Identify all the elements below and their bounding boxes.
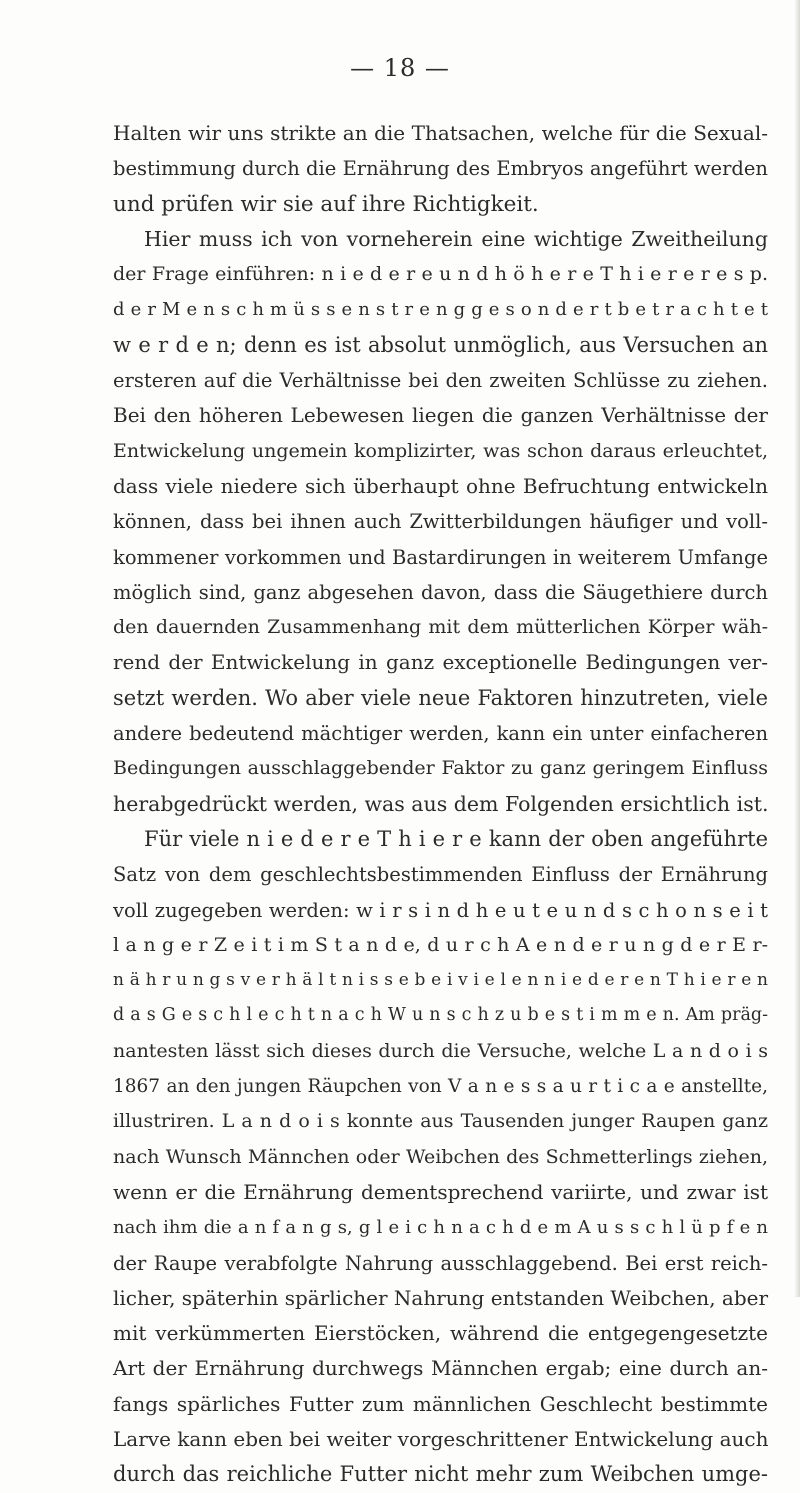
text-line: w e r d e n; denn es ist absolut unmöglich, aus Versuchen an	[113, 332, 768, 357]
text-line: Hier muss ich von vorneherein eine wichtige Zweitheilung	[144, 226, 768, 251]
text-line: ersteren auf die Verhältnisse bei den zweiten Schlüsse zu ziehen.	[113, 369, 768, 393]
text-line: und prüfen wir sie auf ihre Richtigkeit.	[113, 191, 539, 217]
text-line: mit verkümmerten Eierstöcken, während die entgegengesetzte	[113, 1321, 768, 1346]
text-line: n ä h r u n g s v e r h ä l t n i s s e b e i v i e l e n n i e d e r e n T h i e r e n	[113, 970, 768, 991]
text-line: den dauernden Zusammenhang mit dem mütterlichen Körper wäh-	[113, 616, 768, 639]
text-line: der Frage einführen: n i e d e r e u n d h ö h e r e T h i e r e r e s p.	[113, 263, 768, 286]
text-line: setzt werden. Wo aber viele neue Faktoren hinzutreten, viele	[113, 685, 768, 710]
text-line: können, dass bei ihnen auch Zwitterbildungen häufiger und voll-	[113, 510, 768, 534]
text-line: illustriren. L a n d o i s konnte aus Tausenden junger Raupen ganz	[113, 1110, 768, 1133]
text-line: der Raupe verabfolgte Nahrung ausschlaggebend. Bei erst reich-	[113, 1251, 768, 1275]
text-line: l a n g e r Z e i t i m S t a n d e, d u r c h A e n d e r u n g d e r E r-	[113, 933, 768, 956]
text-line: Art der Ernährung durchwegs Männchen ergab; eine durch an-	[113, 1356, 768, 1381]
text-line: wenn er die Ernährung dementsprechend variirte, und zwar ist	[113, 1179, 768, 1204]
text-line: Bedingungen ausschlaggebender Faktor zu ganz geringem Einfluss	[113, 757, 768, 780]
text-line: nach Wunsch Männchen oder Weibchen des Schmetterlings ziehen,	[113, 1145, 768, 1168]
text-line: fangs spärliches Futter zum männlichen Geschlecht bestimmte	[113, 1391, 768, 1416]
text-line: 1867 an den jungen Räupchen von V a n e s s a u r t i c a e anstellte,	[113, 1076, 768, 1098]
text-line: nantesten lässt sich dieses durch die Versuche, welche L a n d o i s	[113, 1039, 768, 1062]
text-line: durch das reichliche Futter nicht mehr zum Weibchen umge-	[113, 1462, 768, 1487]
text-line: Für viele n i e d e r e T h i e r e kann der oben angeführte	[144, 826, 768, 851]
text-line: voll zugegeben werden: w i r s i n d h e u t e u n d s c h o n s e i t	[113, 898, 768, 922]
text-line: rend der Entwickelung in ganz exceptionelle Bedingungen ver-	[113, 650, 768, 675]
text-line: kommener vorkommen und Bastardirungen in weiterem Umfange	[113, 545, 768, 569]
page-edge-shadow	[794, 0, 800, 1297]
page-number: — 18 —	[350, 54, 450, 82]
text-line: dass viele niedere sich überhaupt ohne Befruchtung entwickeln	[113, 473, 768, 498]
text-line: nach ihm die a n f a n g s, g l e i c h n a c h d e m A u s s c h l ü p f e n	[113, 1217, 768, 1239]
body-text	[113, 116, 768, 1493]
text-line: Larve kann eben bei weiter vorgeschrittener Entwickelung auch	[113, 1426, 769, 1451]
text-line: licher, späterhin spärlicher Nahrung entstanden Weibchen, aber	[113, 1285, 769, 1310]
text-line: d e r M e n s c h m ü s s e n s t r e n g g e s o n d e r t b e t r a c h t e t	[113, 299, 768, 321]
text-line: herabgedrückt werden, was aus dem Folgenden ersichtlich ist.	[113, 791, 769, 816]
text-line: d a s G e s c h l e c h t n a c h W u n s c h z u b e s t i m m e n. Am präg-	[113, 1005, 768, 1026]
text-line: Entwickelung ungemein komplizirter, was schon daraus erleuchtet,	[113, 439, 768, 462]
text-line: möglich sind, ganz abgesehen davon, dass die Säugethiere durch	[113, 580, 768, 604]
text-line: Bei den höheren Lebewesen liegen die ganzen Verhältnisse der	[113, 403, 768, 428]
text-line: Satz von dem geschlechtsbestimmenden Einfluss der Ernährung	[113, 863, 768, 887]
text-line: andere bedeutend mächtiger werden, kann ein unter einfacheren	[113, 722, 768, 746]
text-line: Halten wir uns strikte an die Thatsachen, welche für die Sexual-	[113, 121, 768, 145]
text-line: bestimmung durch die Ernährung des Embryos angeführt werden	[113, 157, 768, 181]
